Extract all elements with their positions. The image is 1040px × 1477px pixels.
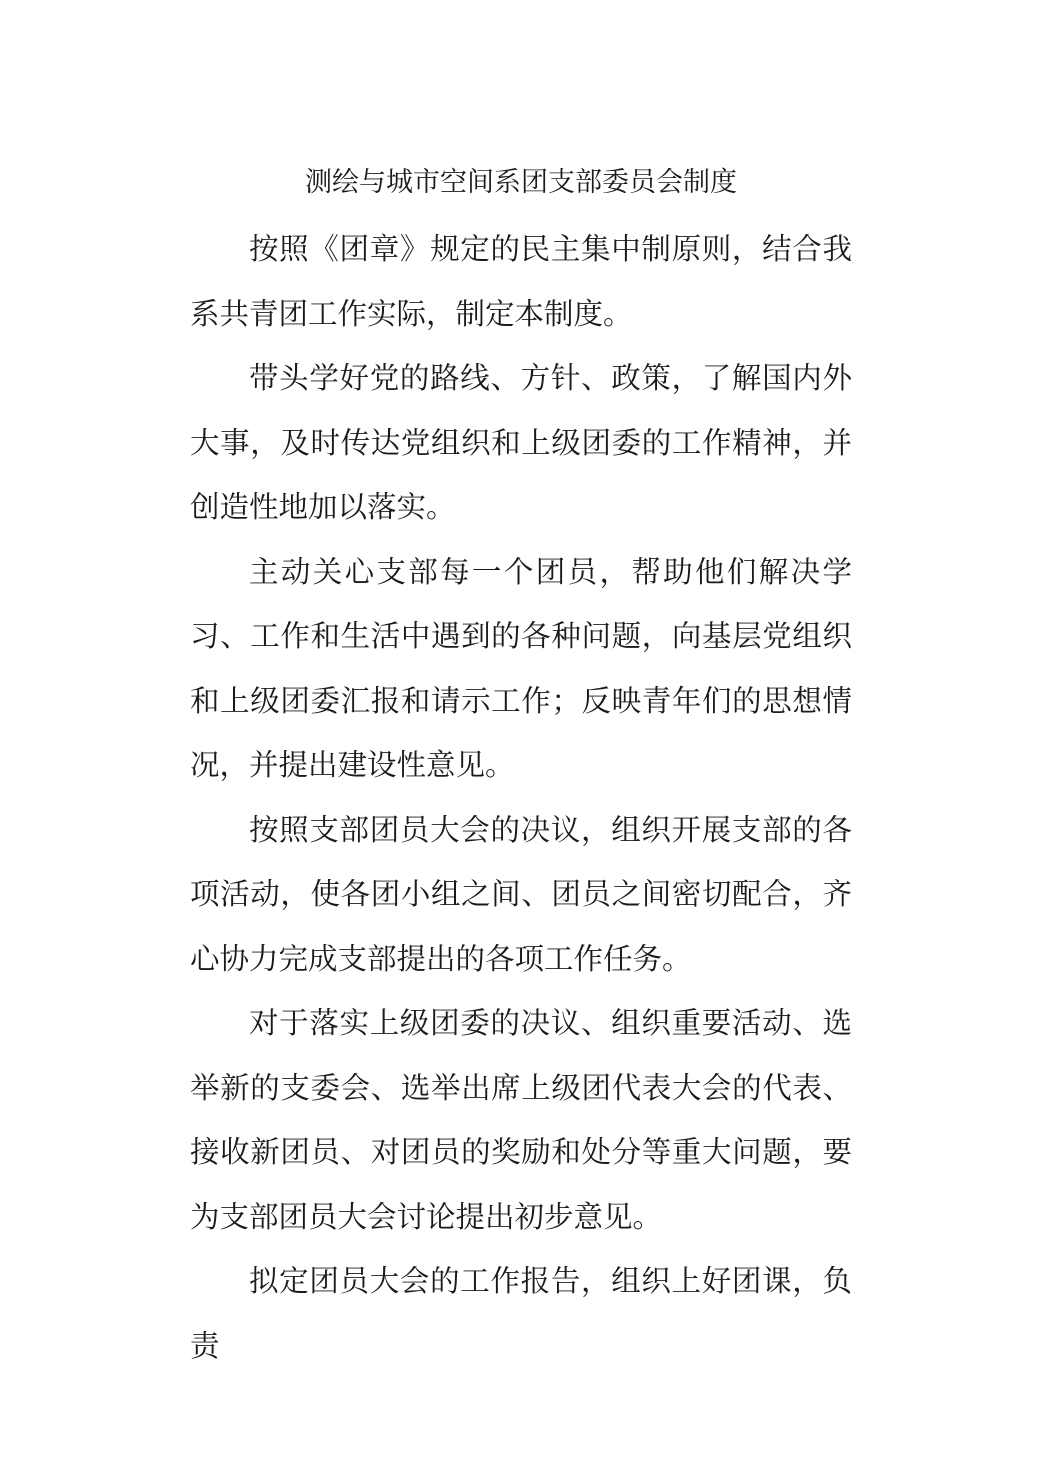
paragraph-3: 主动关心支部每一个团员，帮助他们解决学习、工作和生活中遇到的各种问题，向基层党组织和上级团委汇报和请示工作；反映青年们的思想情况，并提出建设性意见。 [190, 554, 852, 782]
paragraph-1: 按照《团章》规定的民主集中制原则，结合我系共青团工作实际，制定本制度。 [190, 232, 852, 331]
paragraph-2: 带头学好党的路线、方针、政策，了解国内外大事，及时传达党组织和上级团委的工作精神，并创造性地加以落实。 [190, 361, 852, 524]
document-body [190, 217, 852, 1378]
paragraph-4: 按照支部团员大会的决议，组织开展支部的各项活动，使各团小组之间、团员之间密切配合，齐心协力完成支部提出的各项工作任务。 [190, 812, 852, 976]
paragraph-5: 对于落实上级团委的决议、组织重要活动、选举新的支委会、选举出席上级团代表大会的代表、接收新团员、对团员的奖励和处分等重大问题，要为支部团员大会讨论提出初步意见。 [190, 1006, 852, 1234]
paragraph-6: 拟定团员大会的工作报告，组织上好团课，负责 [190, 1264, 852, 1363]
document-title: 测绘与城市空间系团支部委员会制度 [305, 167, 737, 198]
